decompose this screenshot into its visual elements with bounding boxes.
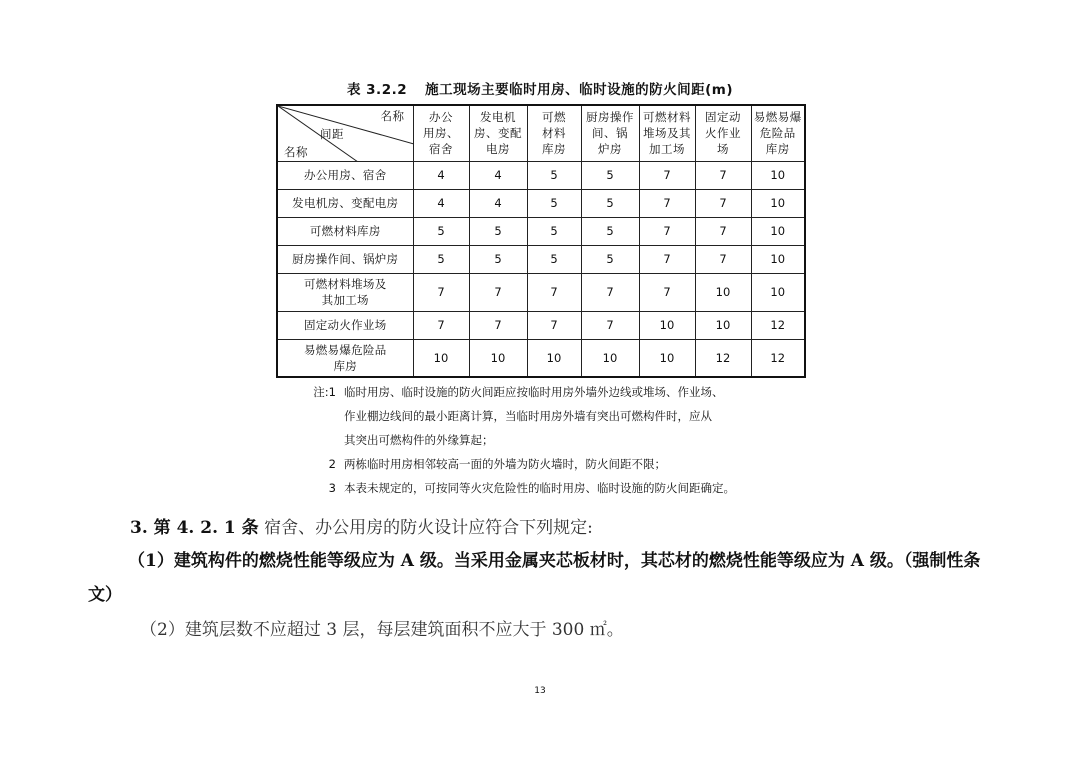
distance-cell: 7 [469, 311, 527, 339]
note-label: 3 [328, 481, 336, 495]
column-header-line: 用房、 [423, 126, 459, 141]
note-line: 临时用房、临时设施的防火间距应按临时用房外墙外边线或堆场、作业场、 [344, 385, 724, 399]
row-name-line: 易燃易爆危险品 [303, 342, 387, 357]
distance-cell: 7 [527, 311, 581, 339]
distance-cell: 5 [413, 245, 469, 273]
table-row [277, 161, 805, 189]
column-header-line: 危险品 [759, 126, 796, 141]
row-name [277, 311, 413, 339]
column-header-line: 材料 [542, 126, 566, 141]
row-name-line: 办公用房、宿舍 [303, 168, 387, 182]
corner-cell [277, 105, 413, 161]
column-header-line: 火作业 [705, 126, 741, 141]
column-header [527, 105, 581, 161]
column-header [581, 105, 639, 161]
column-header-line: 办公 [429, 110, 453, 125]
note [302, 380, 812, 452]
corner-bottom-label: 名称 [284, 145, 308, 159]
row-name-line: 发电机房、变配电房 [292, 196, 399, 210]
column-header-line: 炉房 [598, 142, 622, 157]
distance-cell: 5 [527, 245, 581, 273]
table-row [277, 217, 805, 245]
distance-cell: 4 [469, 161, 527, 189]
page-number: 13 [534, 686, 546, 696]
table-row [277, 311, 805, 339]
distance-cell: 10 [751, 189, 805, 217]
table-body [277, 105, 805, 377]
column-header-line: 场 [717, 142, 729, 157]
distance-cell: 10 [639, 311, 695, 339]
corner-top-label: 名称 [380, 109, 405, 123]
row-name [277, 217, 413, 245]
distance-cell: 7 [695, 189, 751, 217]
distance-cell: 10 [751, 161, 805, 189]
column-header [695, 105, 751, 161]
distance-cell: 7 [695, 217, 751, 245]
table-row [277, 245, 805, 273]
column-header-line: 厨房操作 [586, 110, 634, 125]
column-header-line: 电房 [486, 142, 510, 157]
row-name-line: 固定动火作业场 [303, 318, 387, 332]
column-header-line: 可燃材料 [643, 110, 691, 125]
distance-cell: 5 [581, 245, 639, 273]
article-title: 宿舍、办公用房的防火设计应符合下列规定: [258, 518, 593, 538]
row-name-line: 库房 [333, 358, 358, 373]
distance-cell: 7 [639, 189, 695, 217]
body-text [88, 516, 1000, 644]
distance-cell: 10 [639, 339, 695, 377]
distance-cell: 5 [527, 217, 581, 245]
item-1: （1）建筑构件的燃烧性能等级应为 A 级。当采用金属夹芯板材时，其芯材的燃烧性能等级应为 A 级。（强制性条文） [88, 551, 981, 605]
distance-cell: 7 [639, 161, 695, 189]
note [302, 452, 812, 476]
row-name-line: 其加工场 [321, 293, 369, 307]
note-text [344, 380, 812, 452]
note-line: 两栋临时用房相邻较高一面的外墙为防火墙时，防火间距不限； [344, 457, 666, 471]
distance-cell: 5 [469, 245, 527, 273]
distance-cell: 10 [413, 339, 469, 377]
note-label: 注:1 [313, 385, 336, 399]
distance-cell: 5 [581, 217, 639, 245]
column-header [639, 105, 695, 161]
distance-cell: 10 [581, 339, 639, 377]
distance-cell: 10 [751, 217, 805, 245]
table-title: 施工现场主要临时用房、临时设施的防火间距(m) [425, 82, 734, 98]
note-text [344, 452, 812, 476]
item-2: （2）建筑层数不应超过 3 层，每层建筑面积不应大于 300 ㎡。 [140, 620, 624, 640]
header-row [277, 105, 805, 161]
distance-cell: 7 [639, 273, 695, 311]
distance-cell: 4 [469, 189, 527, 217]
table-caption [276, 78, 804, 98]
distance-cell: 10 [527, 339, 581, 377]
distance-cell: 7 [639, 245, 695, 273]
row-name [277, 339, 413, 377]
corner-middle-label: 间距 [320, 127, 344, 141]
column-header-line: 库房 [542, 142, 566, 157]
row-name [277, 161, 413, 189]
column-header-line: 发电机 [480, 110, 516, 125]
table-row [277, 339, 805, 377]
table-row [277, 189, 805, 217]
distance-cell: 12 [751, 339, 805, 377]
row-name-line: 厨房操作间、锅炉房 [292, 252, 399, 266]
distance-cell: 5 [469, 217, 527, 245]
column-header-line: 可燃 [542, 110, 566, 125]
distance-cell: 7 [469, 273, 527, 311]
distance-cell: 10 [751, 273, 805, 311]
distance-cell: 12 [695, 339, 751, 377]
column-header [751, 105, 805, 161]
note-label: 2 [328, 457, 336, 471]
distance-cell: 4 [413, 189, 469, 217]
distance-cell: 10 [695, 311, 751, 339]
column-header [469, 105, 527, 161]
column-header-line: 固定动 [705, 110, 741, 125]
note-line: 其突出可燃构件的外缘算起； [344, 433, 494, 447]
column-header-line: 易燃易爆 [753, 110, 802, 125]
distance-cell: 7 [413, 311, 469, 339]
distance-cell: 7 [639, 217, 695, 245]
column-header-line: 库房 [765, 142, 790, 157]
note-text [344, 476, 812, 500]
note-line: 作业棚边线间的最小距离计算，当临时用房外墙有突出可燃构件时，应从 [344, 409, 712, 423]
row-name-line: 可燃材料堆场及 [303, 277, 387, 291]
column-header [413, 105, 469, 161]
distance-cell: 7 [527, 273, 581, 311]
table-number: 表 3.2.2 [346, 82, 408, 98]
distance-cell: 10 [469, 339, 527, 377]
note [302, 476, 812, 500]
distance-cell: 7 [695, 161, 751, 189]
column-header-line: 加工场 [649, 142, 685, 157]
distance-cell: 7 [413, 273, 469, 311]
distance-cell: 10 [751, 245, 805, 273]
distance-cell: 4 [413, 161, 469, 189]
table-notes [302, 380, 812, 500]
distance-cell: 12 [751, 311, 805, 339]
column-header-line: 间、锅 [592, 126, 628, 141]
distance-cell: 5 [527, 161, 581, 189]
article-heading [130, 516, 1000, 540]
row-name [277, 273, 413, 311]
row-name [277, 245, 413, 273]
article-number: 3. 第 4. 2. 1 条 [130, 518, 259, 538]
table-row [277, 273, 805, 311]
distance-cell: 7 [581, 311, 639, 339]
distance-cell: 5 [527, 189, 581, 217]
row-name-line: 可燃材料库房 [309, 224, 381, 238]
column-header-line: 宿舍 [429, 142, 453, 157]
row-name [277, 189, 413, 217]
distance-cell: 5 [581, 161, 639, 189]
distance-cell: 7 [695, 245, 751, 273]
note-line: 本表未规定的，可按同等火灾危险性的临时用房、临时设施的防火间距确定。 [344, 481, 735, 495]
column-header-line: 堆场及其 [643, 126, 691, 141]
distance-cell: 7 [581, 273, 639, 311]
distance-cell: 10 [695, 273, 751, 311]
column-header-line: 房、变配 [474, 126, 522, 141]
distance-cell: 5 [581, 189, 639, 217]
distance-cell: 5 [413, 217, 469, 245]
fire-distance-table [276, 104, 806, 378]
